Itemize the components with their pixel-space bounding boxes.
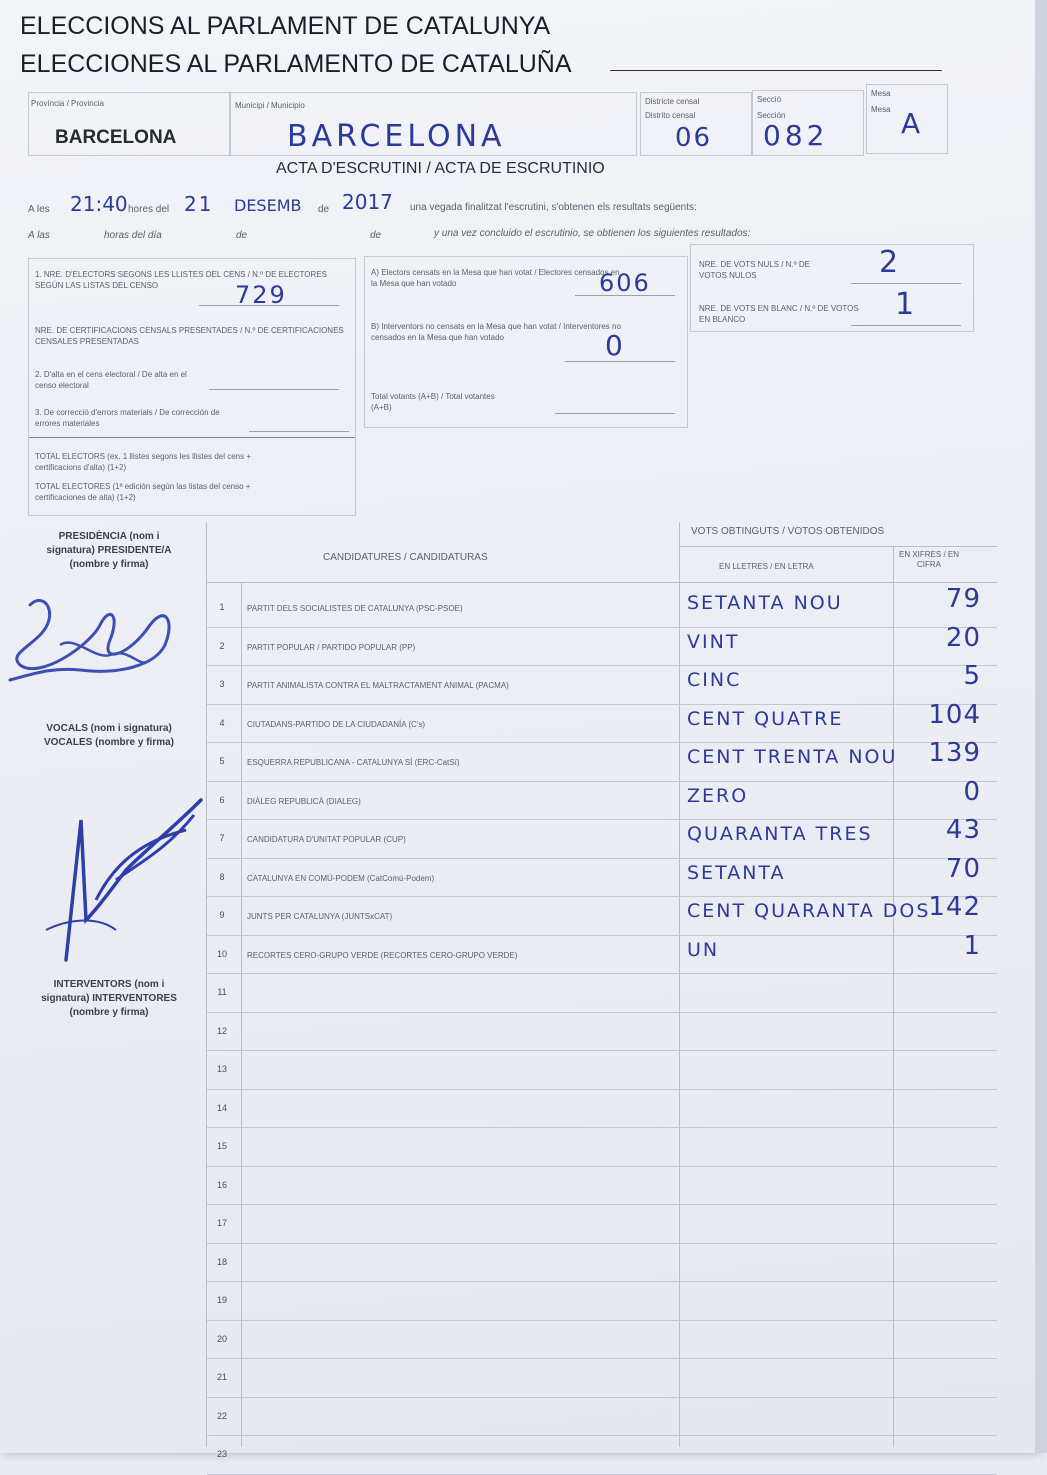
- title-catalan: ELECCIONS AL PARLAMENT DE CATALUNYA: [20, 12, 551, 40]
- intro-year: 2017: [342, 190, 393, 214]
- municipi-box: [230, 92, 637, 156]
- votes-in-figures: 5: [963, 661, 981, 691]
- nuls-label: NRE. DE VOTS NULS / N.º DE VOTOS NULOS: [699, 260, 810, 280]
- table-row: [207, 1204, 997, 1244]
- row-number: 14: [216, 1102, 227, 1113]
- votes-in-figures: 0: [963, 776, 981, 807]
- title-spanish: ELECCIONES AL PARLAMENTO DE CATALUÑA: [20, 50, 572, 78]
- intro-de-es: de: [236, 230, 248, 241]
- districte-label-es: Distrito censal: [645, 111, 696, 120]
- votes-in-figures: 139: [928, 738, 981, 768]
- voters-b-rule: [565, 361, 675, 362]
- invalid-box: [690, 244, 974, 332]
- census-box: [28, 258, 356, 516]
- voters-a-rule: [575, 295, 675, 296]
- party-name: PARTIT POPULAR / PARTIDO POPULAR (PP): [247, 642, 416, 652]
- row-number: 19: [216, 1295, 227, 1305]
- total-label-es: TOTAL ELECTORES (1ª edición según las listas del censo + certificaciones de alta) (1+2): [35, 482, 251, 502]
- row-number: 23: [216, 1449, 227, 1459]
- row-number: 22: [216, 1410, 227, 1421]
- mesa-label-ca: Mesa: [871, 89, 891, 98]
- party-name: CANDIDATURA D'UNITAT POPULAR (CUP): [247, 835, 406, 844]
- party-name: JUNTS PER CATALUNYA (JUNTSxCAT): [247, 912, 393, 921]
- provincia-value: BARCELONA: [55, 127, 177, 148]
- voters-a-label: A) Electors censats en la Mesa que han votat / Electores censados en la Mesa que han votado: [371, 268, 620, 288]
- party-name: CIUTADANS-PARTIDO DE LA CIUDADANÍA (C's): [247, 719, 425, 729]
- table-row: [207, 973, 997, 1013]
- votes-in-words: QUARANTA TRES: [687, 823, 873, 845]
- president-signature: [0, 585, 190, 695]
- electors-label: 1. NRE. D'ELECTORS SEGONS LES LLISTES DEL CENS / N.º DE ELECTORES SEGÚN LAS LISTAS DEL CENSO: [35, 270, 327, 290]
- mesa-box: [866, 84, 948, 154]
- row-number: 16: [216, 1179, 227, 1190]
- correccio-rule: [249, 431, 349, 432]
- vots-header-rule: [679, 546, 997, 547]
- interventors-label: INTERVENTORS (nom i signatura) INTERVENTORES (nombre y firma): [41, 979, 177, 1018]
- table-row: [207, 853, 997, 898]
- table-row: [207, 1012, 997, 1052]
- row-number: 1: [219, 602, 225, 612]
- vocal-signature: [26, 790, 216, 970]
- votes-in-figures: 79: [945, 584, 981, 614]
- table-row: [207, 1320, 997, 1360]
- vots-header: VOTS OBTINGUTS / VOTOS OBTENIDOS: [691, 526, 885, 537]
- table-row: [207, 1050, 997, 1090]
- row-number: 21: [216, 1372, 227, 1382]
- votes-in-figures: 20: [945, 622, 981, 653]
- row-number: 2: [219, 640, 225, 651]
- intro-hour: 21:40: [70, 192, 128, 216]
- row-number: 4: [219, 717, 225, 728]
- party-name: DIÀLEG REPUBLICÀ (DIALEG): [247, 796, 361, 806]
- table-row: [207, 699, 997, 744]
- votes-in-figures: 104: [928, 699, 981, 730]
- candidatures-header: CANDIDATURES / CANDIDATURAS: [323, 552, 488, 563]
- voters-a-value: 606: [599, 269, 651, 297]
- nuls-rule: [851, 283, 961, 284]
- row-number: 10: [216, 948, 227, 959]
- seccio-box: [752, 90, 864, 156]
- votes-in-words: VINT: [687, 630, 740, 653]
- page-edge: [1035, 0, 1047, 1453]
- table-row: [207, 584, 997, 628]
- row-number: 5: [219, 756, 225, 766]
- mesa-label-es: Mesa: [871, 105, 891, 114]
- table-row: [207, 661, 997, 705]
- presidencia-label: PRESIDÈNCIA (nom i signatura) PRESIDENTE/A (nombre y firma): [46, 531, 172, 570]
- municipi-label: Municipi / Municipio: [235, 101, 305, 110]
- voters-b-label: B) Interventors no censats en la Mesa que han votat / Interventores no censados en la Mesa que han votado: [371, 322, 621, 342]
- intro-prefix-ca: A les: [28, 204, 50, 215]
- total-label-ca: TOTAL ELECTORS (ex. 1 llistes segons les llistes del cens + certificacions d'alta) (1+2): [35, 452, 252, 472]
- districte-value: 06: [675, 123, 713, 153]
- seccio-label-es: Sección: [757, 111, 786, 120]
- table-row: [207, 622, 997, 667]
- votes-in-figures: 70: [945, 853, 981, 884]
- districte-box: [640, 92, 752, 156]
- districte-label-ca: Districte censal: [645, 97, 700, 106]
- party-name: CATALUNYA EN COMÚ-PODEM (CatComú-Podem): [247, 873, 435, 883]
- intro-hores-ca: hores del: [128, 204, 170, 215]
- voters-box: [364, 256, 688, 428]
- party-name: RECORTES CERO-GRUPO VERDE (RECORTES CERO-GRUPO VERDE): [247, 950, 518, 960]
- provincia-label: Província / Provincia: [31, 99, 104, 108]
- results-header: [207, 522, 997, 582]
- row-number: 9: [219, 910, 225, 920]
- intro-suffix-es: y una vez concluido el escrutinio, se obtienen los siguientes resultados:: [434, 228, 751, 239]
- votes-in-words: SETANTA NOU: [687, 592, 843, 614]
- intro-month: DESEMB: [234, 196, 302, 215]
- row-number: 7: [219, 833, 225, 843]
- table-row: [207, 1435, 997, 1475]
- intro-suffix-ca: una vegada finalitzat l'escrutini, s'obtenen els resultats següents:: [410, 202, 697, 213]
- table-row: [207, 738, 997, 782]
- table-row: [207, 930, 997, 975]
- table-row: [207, 1397, 997, 1437]
- votes-in-words: UN: [687, 938, 720, 961]
- votes-in-words: ZERO: [687, 784, 749, 807]
- certif-label: NRE. DE CERTIFICACIONS CENSALS PRESENTADES / N.º DE CERTIFICACIONES CENSALES PRESENTADAS: [35, 326, 344, 346]
- table-row: [207, 815, 997, 859]
- seccio-label-ca: Secció: [757, 95, 782, 104]
- alta-rule: [209, 389, 339, 390]
- voters-b-value: 0: [605, 329, 625, 362]
- mesa-value: A: [901, 107, 923, 140]
- header-bottom-rule: [207, 582, 997, 583]
- votes-in-words: CENT QUATRE: [687, 707, 844, 730]
- row-number: 11: [217, 987, 227, 997]
- votes-in-words: CINC: [687, 669, 742, 691]
- provincia-box: [28, 92, 230, 156]
- intro-line-ca: [28, 190, 928, 220]
- row-number: 17: [216, 1218, 227, 1228]
- title-underline: [610, 70, 942, 71]
- electors-value: 729: [235, 281, 287, 309]
- votes-in-figures: 142: [928, 892, 981, 922]
- intro-prefix-es: A las: [28, 230, 50, 241]
- table-row: [207, 1166, 997, 1206]
- table-row: [207, 1243, 997, 1283]
- acta-title: ACTA D'ESCRUTINI / ACTA DE ESCRUTINIO: [276, 160, 605, 177]
- party-name: PARTIT ANIMALISTA CONTRA EL MALTRACTAMENT ANIMAL (PACMA): [247, 681, 509, 690]
- row-number: 8: [219, 871, 225, 882]
- blanc-value: 1: [895, 287, 917, 322]
- votes-in-figures: 43: [945, 815, 981, 845]
- electors-rule: [199, 305, 339, 306]
- row-number: 18: [216, 1256, 227, 1267]
- table-row: [207, 1127, 997, 1167]
- intro-horas-es: horas del día: [104, 230, 162, 241]
- lletres-header: EN LLETRES / EN LETRA: [719, 562, 814, 571]
- party-name: ESQUERRA REPUBLICANA - CATALUNYA SÍ (ERC-CatSí): [247, 758, 460, 767]
- blanc-rule: [851, 325, 961, 326]
- table-row: [207, 1089, 997, 1129]
- votes-in-words: CENT QUARANTA DOS: [687, 900, 931, 922]
- party-name: PARTIT DELS SOCIALISTES DE CATALUNYA (PSC-PSOE): [247, 604, 463, 613]
- row-number: 15: [216, 1141, 227, 1151]
- nuls-value: 2: [879, 245, 901, 280]
- seccio-value: 082: [763, 119, 829, 152]
- row-number: 3: [219, 679, 225, 689]
- blanc-label: NRE. DE VOTS EN BLANC / N.º DE VOTOS EN BLANCO: [699, 304, 859, 324]
- votes-in-words: CENT TRENTA NOU: [687, 746, 898, 768]
- voters-total-label: Total votants (A+B) / Total votantes (A+B): [371, 392, 495, 412]
- intro-day: 21: [184, 192, 214, 216]
- alta-label: 2. D'alta en el cens electoral / De alta en el censo electoral: [35, 370, 187, 390]
- table-row: [207, 892, 997, 936]
- row-number: 13: [216, 1064, 227, 1074]
- row-number: 12: [216, 1025, 227, 1036]
- census-total-divider: [29, 437, 355, 438]
- row-number: 20: [216, 1333, 227, 1344]
- results-table: [206, 522, 997, 1459]
- vocals-label: VOCALS (nom i signatura) VOCALES (nombre y firma): [43, 723, 175, 748]
- correccio-label: 3. De correcció d'errors materials / De corrección de errores materiales: [35, 408, 220, 428]
- voters-total-rule: [555, 413, 675, 414]
- intro-de-ca: de: [318, 204, 330, 215]
- intro-de2-es: de: [370, 230, 382, 241]
- table-row: [207, 1281, 997, 1321]
- xifres-header: EN XIFRES / EN CIFRA: [899, 550, 960, 569]
- table-row: [207, 1358, 997, 1398]
- table-row: [207, 776, 997, 821]
- votes-in-figures: 1: [963, 930, 981, 961]
- row-number: 6: [219, 794, 225, 805]
- intro-line-es: [28, 226, 928, 246]
- votes-in-words: SETANTA: [687, 861, 786, 884]
- municipi-value: BARCELONA: [287, 119, 506, 154]
